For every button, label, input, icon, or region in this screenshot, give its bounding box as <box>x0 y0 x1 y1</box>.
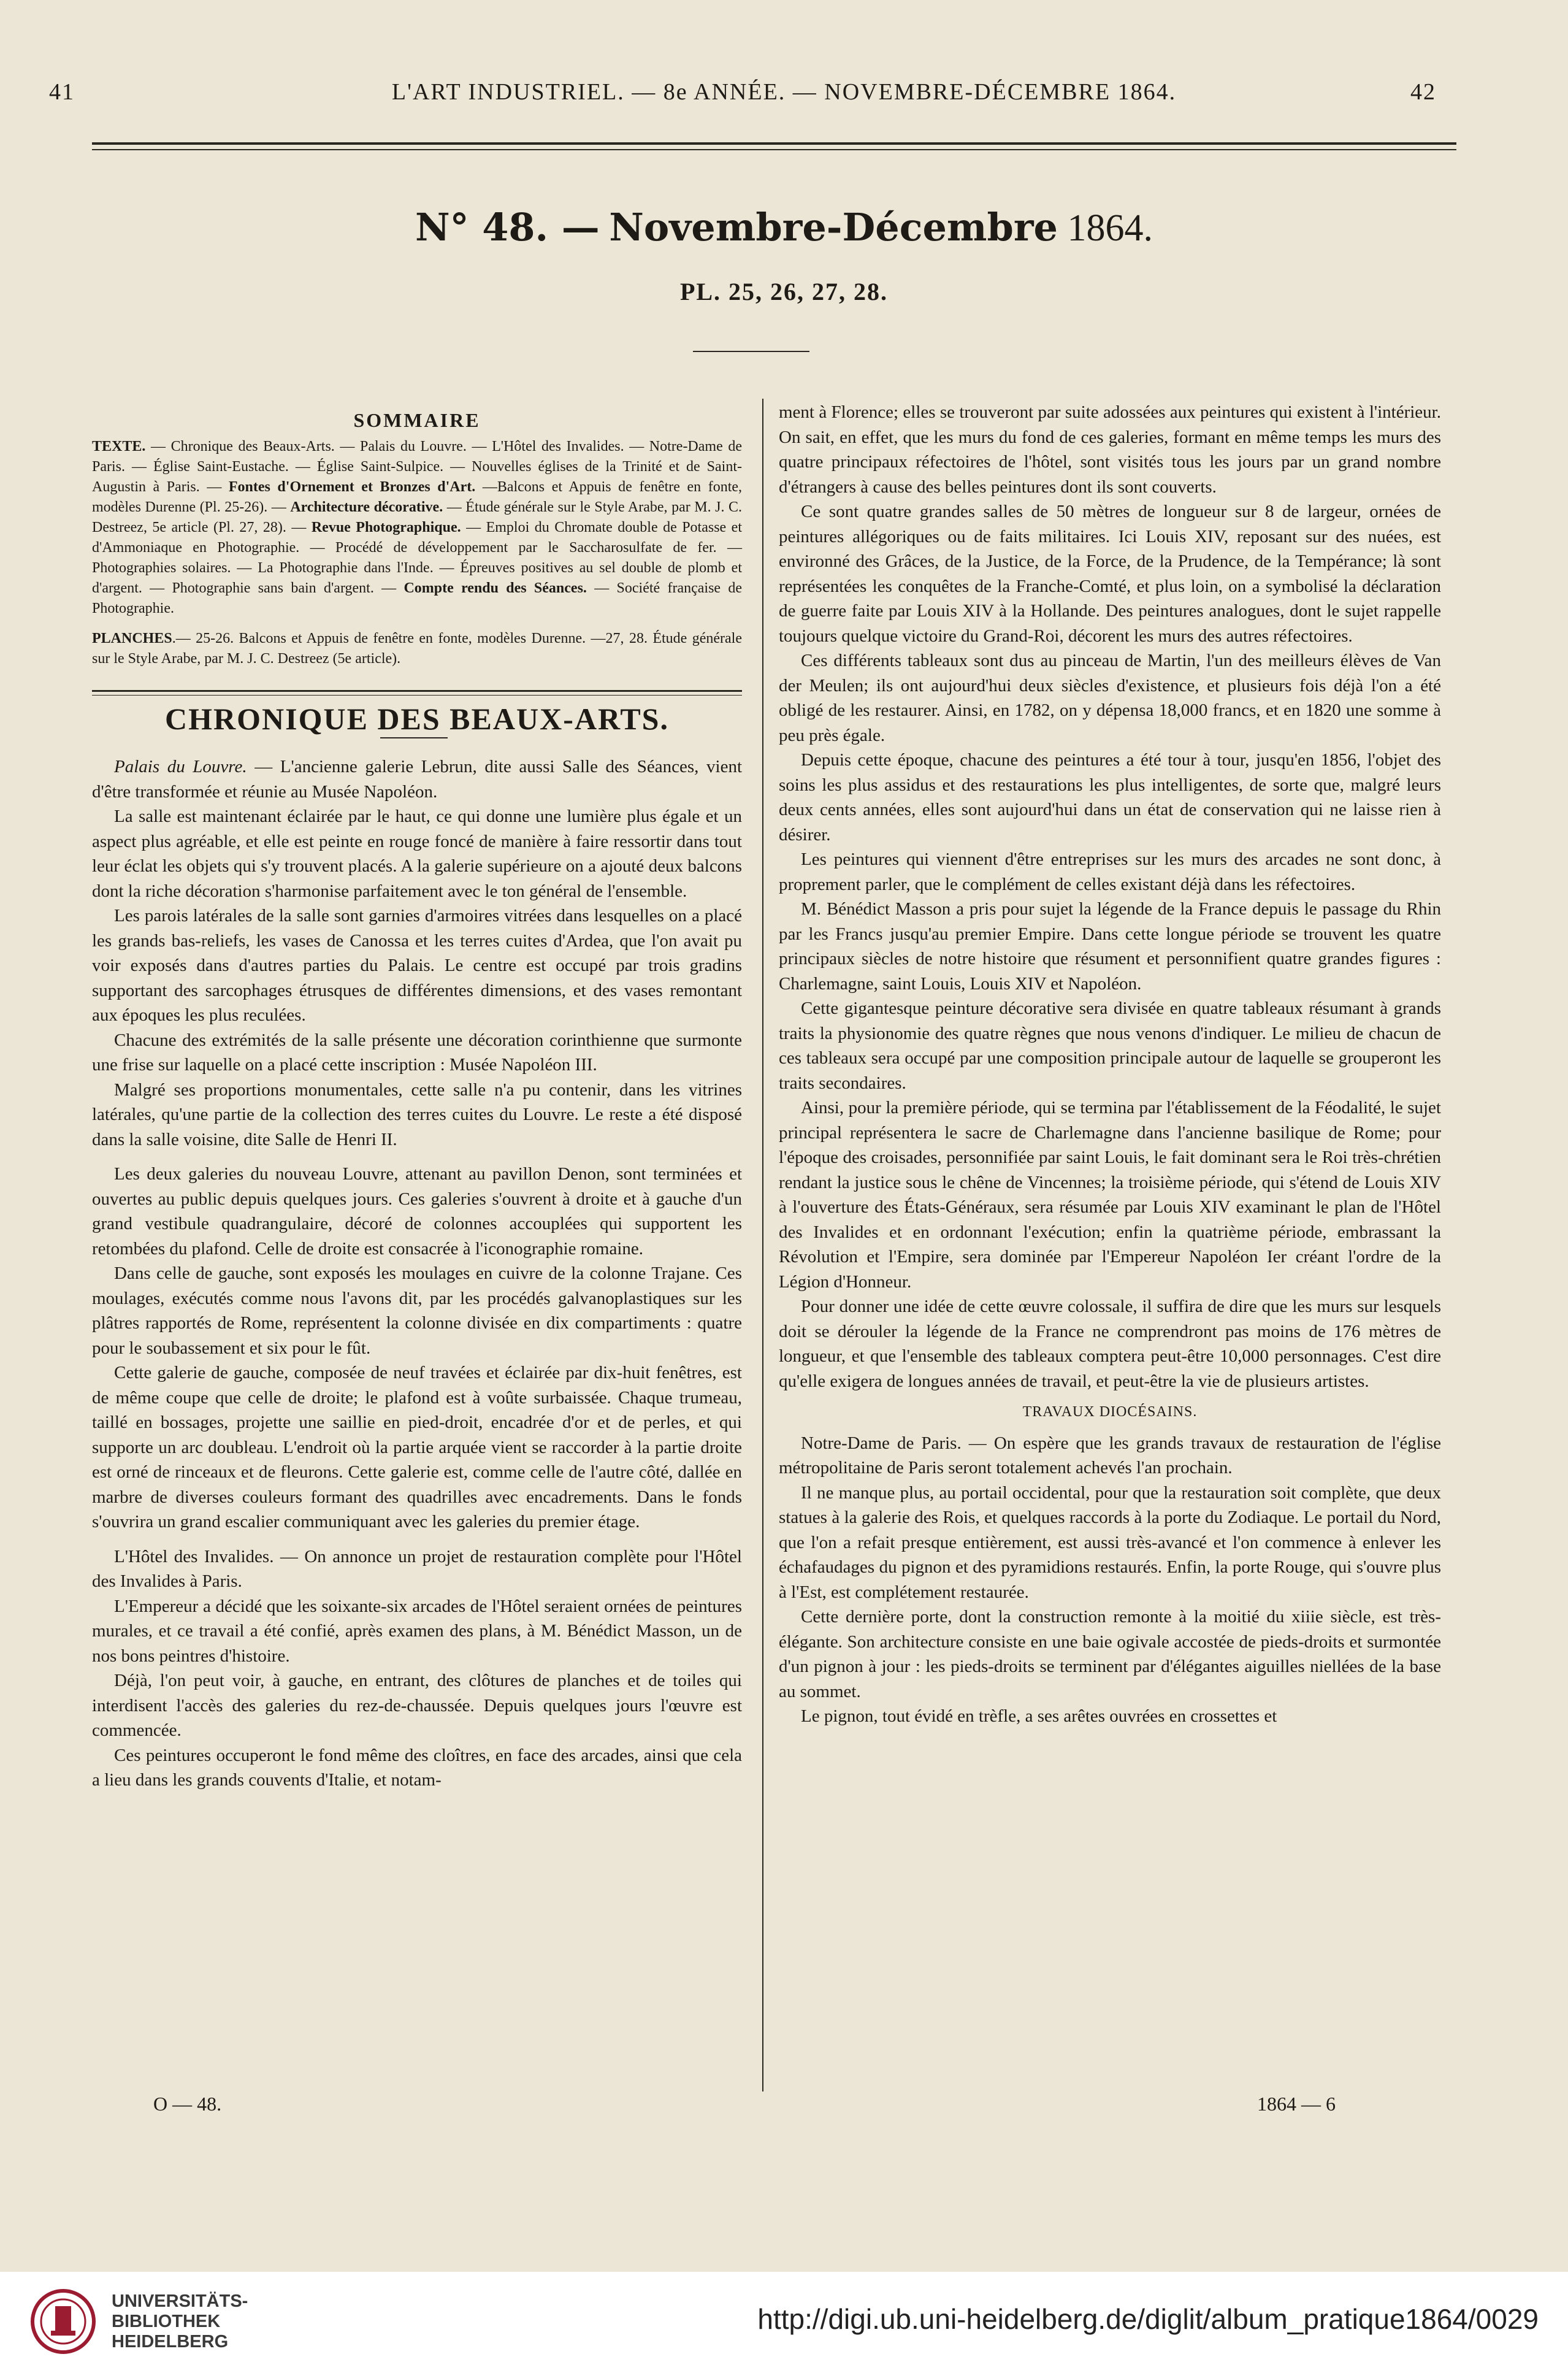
texte-archi: Architecture décorative. <box>290 499 443 515</box>
right-p6: M. Bénédict Masson a pris pour sujet la légende de la France depuis le passage du Rhin par les Francs jusqu'au premier Empire. Dans cette longue période se trouvent les quatre principaux siècles de notre histoire que résument et personnifient quatre grandes figures : Charlemagne, saint Louis, Louis XIV et Napoléon. <box>779 899 1441 994</box>
library-name-line2: BIBLIOTHEK <box>112 2312 221 2331</box>
chron-p7: Dans celle de gauche, sont exposés les moulages en cuivre de la colonne Trajane. Ces moulages, exécutés comme nous l'avons dit, par les procédés galvanoplastiques sur les plâtres rapportés de Rome, représentent la colonne divisée en dix compartiments : quatre pour le soubassement et six pour le fût. <box>92 1263 742 1358</box>
chron-p1: — L'ancienne galerie Lebrun, dite aussi Salle des Séances, vient d'être transformée et réunie au Musée Napoléon. <box>92 757 742 802</box>
texte-part-5: — Société française de Photographie. <box>92 580 743 616</box>
planches-text: .— 25-26. Balcons et Appuis de fenêtre en fonte, modèles Durenne. —27, 28. Étude générale sur le Style Arabe, par M. J. C. Destreez (5e article). <box>92 630 742 667</box>
page-number-left: 41 <box>49 79 75 105</box>
right-p10: Notre-Dame de Paris. — On espère que les grands travaux de restauration de l'église métropolitaine de Paris seront totalement achevés l'an prochain. <box>779 1433 1441 1478</box>
chronique-title: CHRONIQUE DES BEAUX-ARTS. <box>165 701 669 736</box>
library-name <box>112 2291 248 2352</box>
right-p8: Ainsi, pour la première période, qui se termina par l'établissement de la Féodalité, le sujet principal représentera le sacre de Charlemagne dans l'ancienne basilique de Rome; pour l'époque des croisades, personnifiée par saint Louis, le fait dominant sera le Roi très-chrétien rendant la justice sous le chêne de Vincennes; la troisième période, qui s'étend de Louis XIV à l'ouverture des États-Généraux, sera résumée par Louis XIV examinant le plan de l'Hôtel des Invalides et en ordonnant l'exécution; enfin la quatrième période, embrassant la Révolution et l'Empire, sera dominée par l'Empereur Napoléon Ier créant l'ordre de la Légion d'Honneur. <box>779 1098 1441 1292</box>
chron-p4: Chacune des extrémités de la salle présente une décoration corinthienne que surmonte une frise sur laquelle on a placé cette inscription : Musée Napoléon III. <box>92 1030 742 1075</box>
right-p5: Les peintures qui viennent d'être entreprises sur les murs des arcades ne sont donc, à proprement parler, que le complément de celles existant déjà dans les réfectoires. <box>779 849 1441 894</box>
source-url-link[interactable]: http://digi.ub.uni-heidelberg.de/diglit/album_pratique1864/0029 <box>757 2303 1539 2335</box>
texte-label: TEXTE. <box>92 438 146 454</box>
chron-p8: Cette galerie de gauche, composée de neuf travées et éclairée par dix-huit fenêtres, est de même coupe que celle de droite; le plafond est à voûte surbaissée. Chaque trumeau, taillé en bossages, projette une saillie en pied-droit, encadrée d'or et de perles, et qui supporte un arc doubleau. L'endroit où la partie arquée vient se raccorder à la partie droite est orné de rinceaux et de fleurons. Cette galerie est, comme celle de l'autre côté, dallée en marbre de diverses couleurs formant des quadrilles avec encadrements. Dans le fonds s'ouvrira un grand escalier communiquant avec les galeries du premier étage. <box>92 1363 742 1532</box>
right-p11: Il ne manque plus, au portail occidental, pour que la restauration soit complète, que deux statues à la galerie des Rois, et quelques raccords à la porte du Zodiaque. Le portail du Nord, que l'on a refait presque entièrement, est aussi très-avancé et l'on commence à enlever les échafaudages du pignon et des pyramidions restaurés. Enfin, la porte Rouge, qui s'ouvre plus à l'Est, est complétement restaurée. <box>779 1482 1441 1602</box>
sommaire-text <box>92 437 742 669</box>
header-rule-thin <box>92 149 1456 150</box>
chron-p9: L'Hôtel des Invalides. — On annonce un projet de restauration complète pour l'Hôtel des Invalides à Paris. <box>92 1546 742 1591</box>
texte-compte: Compte rendu des Séances. <box>403 580 587 596</box>
right-column <box>779 400 1441 1729</box>
sommaire-title: SOMMAIRE <box>353 409 481 431</box>
texte-revue: Revue Photographique. <box>311 519 461 535</box>
page-number-right: 42 <box>1410 79 1436 105</box>
chron-p3: Les parois latérales de la salle sont garnies d'armoires vitrées dans lesquelles on a placé les grands bas-reliefs, les vases de Canossa et les terres cuites d'Ardea, que l'on avait pu voir exposés dans d'autres parties du Palais. Le centre est occupé par trois gradins supportant des sarcophages étrusques de différentes dimensions, et des vases remontant aux époques les plus reculées. <box>92 906 742 1025</box>
signature-left: O — 48. <box>153 2093 222 2115</box>
column-divider <box>762 399 763 2091</box>
right-p1: ment à Florence; elles se trouveront par suite adossées aux peintures qui existent à l'intérieur. On sait, en effet, que les murs du fond de ces galeries, formant en même temps les murs des quatre principaux réfectoires de l'hôtel, sont visités tous les jours par un grand nombre d'étrangers à cause des belles peintures dont ils sont couverts. <box>779 402 1441 497</box>
texte-fontes: Fontes d'Ornement et Bronzes d'Art. <box>228 478 476 495</box>
right-p3: Ces différents tableaux sont dus au pinceau de Martin, l'un des meilleurs élèves de Van der Meulen; ils ont aujourd'hui deux siècles d'existence, et plusieurs fois déjà l'on a été obligé de les restaurer. Ainsi, en 1782, on y dépensa 18,000 francs, et en 1820 une somme à peu près égale. <box>779 651 1441 745</box>
signature-right: 1864 — 6 <box>1257 2093 1336 2115</box>
right-p9: Pour donner une idée de cette œuvre colossale, il suffira de dire que les murs sur lesquels doit se dérouler la légende de la France ne comprendront pas moins de 176 mètres de longueur, et que l'ensemble des tableaux comptera peut-être 10,000 personnages. C'est dire qu'elle exigera de longues années de travail, et peut-être la vie de plusieurs artistes. <box>779 1297 1441 1391</box>
running-title: L'ART INDUSTRIEL. — 8e ANNÉE. — NOVEMBRE-DÉCEMBRE 1864. <box>391 79 1177 105</box>
library-name-line1: UNIVERSITÄTS- <box>112 2291 248 2311</box>
issue-months: Novembre-Décembre <box>609 205 1058 250</box>
travaux-heading: TRAVAUX DIOCÉSAINS. <box>1022 1404 1198 1420</box>
texte-part-4: — Emploi du Chromate double de Potasse et d'Ammoniaque en Photographie. — Procédé de développement par le Saccharosulfate de fer. — Photographies solaires. — La Photographie dans l'Inde. — Épreuves positives au sel double de plomb et d'argent. — Photographie sans bain d'argent. — <box>92 519 742 596</box>
issue-number: N° 48. — <box>415 205 600 250</box>
chronique-divider <box>380 737 448 738</box>
right-p13: Le pignon, tout évidé en trèfle, a ses arêtes ouvrées en crossettes et <box>801 1706 1277 1726</box>
chron-p12: Ces peintures occuperont le fond même des cloîtres, en face des arcades, ainsi que cela a lieu dans les grands couvents d'Italie, et notam- <box>92 1745 742 1790</box>
right-p2: Ce sont quatre grandes salles de 50 mètres de longueur sur 8 de largeur, ornées de peintures allégoriques ou de faits militaires. Ici Louis XIV, reposant sur des nuées, est environné des Grâces, de la Justice, de la Force, de la Prudence, de la Tempérance; là sont représentées les conquêtes de la Franche-Comté, et plus loin, on a symbolisé la déclaration de guerre faite par Louis XIV à la Hollande. Des peintures analogues, dont le sujet rappelle toujours quelque victoire du Grand-Roi, décorent les murs des autres réfectoires. <box>779 502 1441 646</box>
left-column <box>92 408 742 1793</box>
texte-part-1: — Chronique des Beaux-Arts. — Palais du Louvre. — L'Hôtel des Invalides. — Notre-Dame de Paris. — Église Saint-Eustache. — Église Saint-Sulpice. — Nouvelles églises de la Trinité et de Saint-Augustin à Paris. — <box>92 438 743 495</box>
university-seal-icon <box>29 2288 97 2355</box>
right-p4: Depuis cette époque, chacune des peintures a été tour à tour, jusqu'en 1856, l'objet des soins les plus assidus et des restaurations les plus intelligentes, de sorte que, malgré leurs deux cents années, elles sont aujourd'hui dans un état de conservation qui ne laisse rien à désirer. <box>779 750 1441 845</box>
planches-label: PLANCHES <box>92 630 172 646</box>
issue-title <box>0 205 1568 250</box>
chron-p5: Malgré ses proportions monumentales, cette salle n'a pu contenir, dans les vitrines latérales, qu'une partie de la collection des terres cuites du Louvre. Le reste a été disposé dans la salle voisine, dite Salle de Henri II. <box>92 1079 742 1149</box>
chron-p2: La salle est maintenant éclairée par le haut, ce qui donne une lumière plus égale et un aspect plus agréable, et elle est peinte en rouge foncé de manière à faire ressortir dans tout leur éclat les objets qui s'y trouvent placés. A la galerie supérieure on a ajouté deux balcons dont la riche décoration s'harmonise parfaitement avec le ton général de l'ensemble. <box>92 807 742 901</box>
title-divider <box>693 351 809 352</box>
header-rule-thick <box>92 142 1456 145</box>
right-p12: Cette dernière porte, dont la construction remonte à la moitié du xiiie siècle, est très-élégante. Son architecture consiste en une baie ogivale accostée de pieds-droits et surmontée d'un pignon à jour : les pieds-droits se terminent par d'élégantes aiguilles niellées de la base au sommet. <box>779 1607 1441 1701</box>
chron-p11: Déjà, l'on peut voir, à gauche, en entrant, des clôtures de planches et de toiles qui interdisent l'accès des galeries du rez-de-chaussée. Depuis quelques jours l'œuvre est commencée. <box>92 1671 742 1740</box>
library-name-line3: HEIDELBERG <box>112 2332 229 2352</box>
sommaire-block <box>92 408 742 669</box>
louvre-heading: Palais du Louvre. <box>114 757 247 776</box>
sommaire-rule-thick <box>92 690 742 692</box>
chron-p10: L'Empereur a décidé que les soixante-six arcades de l'Hôtel seraient ornées de peintures murales, et ce travail a été confié, après examen des plans, à M. Bénédict Masson, un de nos bons peintres d'histoire. <box>92 1596 742 1666</box>
plates-line: PL. 25, 26, 27, 28. <box>679 278 889 305</box>
chron-p6: Les deux galeries du nouveau Louvre, attenant au pavillon Denon, sont terminées et ouvertes au public depuis quelques jours. Ces galeries s'ouvrent à droite et à gauche d'un grand vestibule quadrangulaire, décoré de colonnes accouplées qui supportent les retombées du plafond. Celle de droite est consacrée à l'iconographie romaine. <box>92 1164 742 1259</box>
issue-year: 1864. <box>1067 207 1153 249</box>
texte-part-3: — Étude générale sur le Style Arabe, par M. J. C. Destreez, 5e article (Pl. 27, 28). — <box>92 499 743 535</box>
texte-part-2: —Balcons et Appuis de fenêtre en fonte, modèles Durenne (Pl. 25-26). — <box>92 478 743 515</box>
right-p7: Cette gigantesque peinture décorative sera divisée en quatre tableaux résumant à grands traits la physionomie des quatre règnes que nous venons d'indiquer. Le milieu de chacun de ces tableaux sera occupé par une composition principale autour de laquelle se grouperont les traits secondaires. <box>779 999 1441 1093</box>
sommaire-rule-thin <box>92 695 742 696</box>
